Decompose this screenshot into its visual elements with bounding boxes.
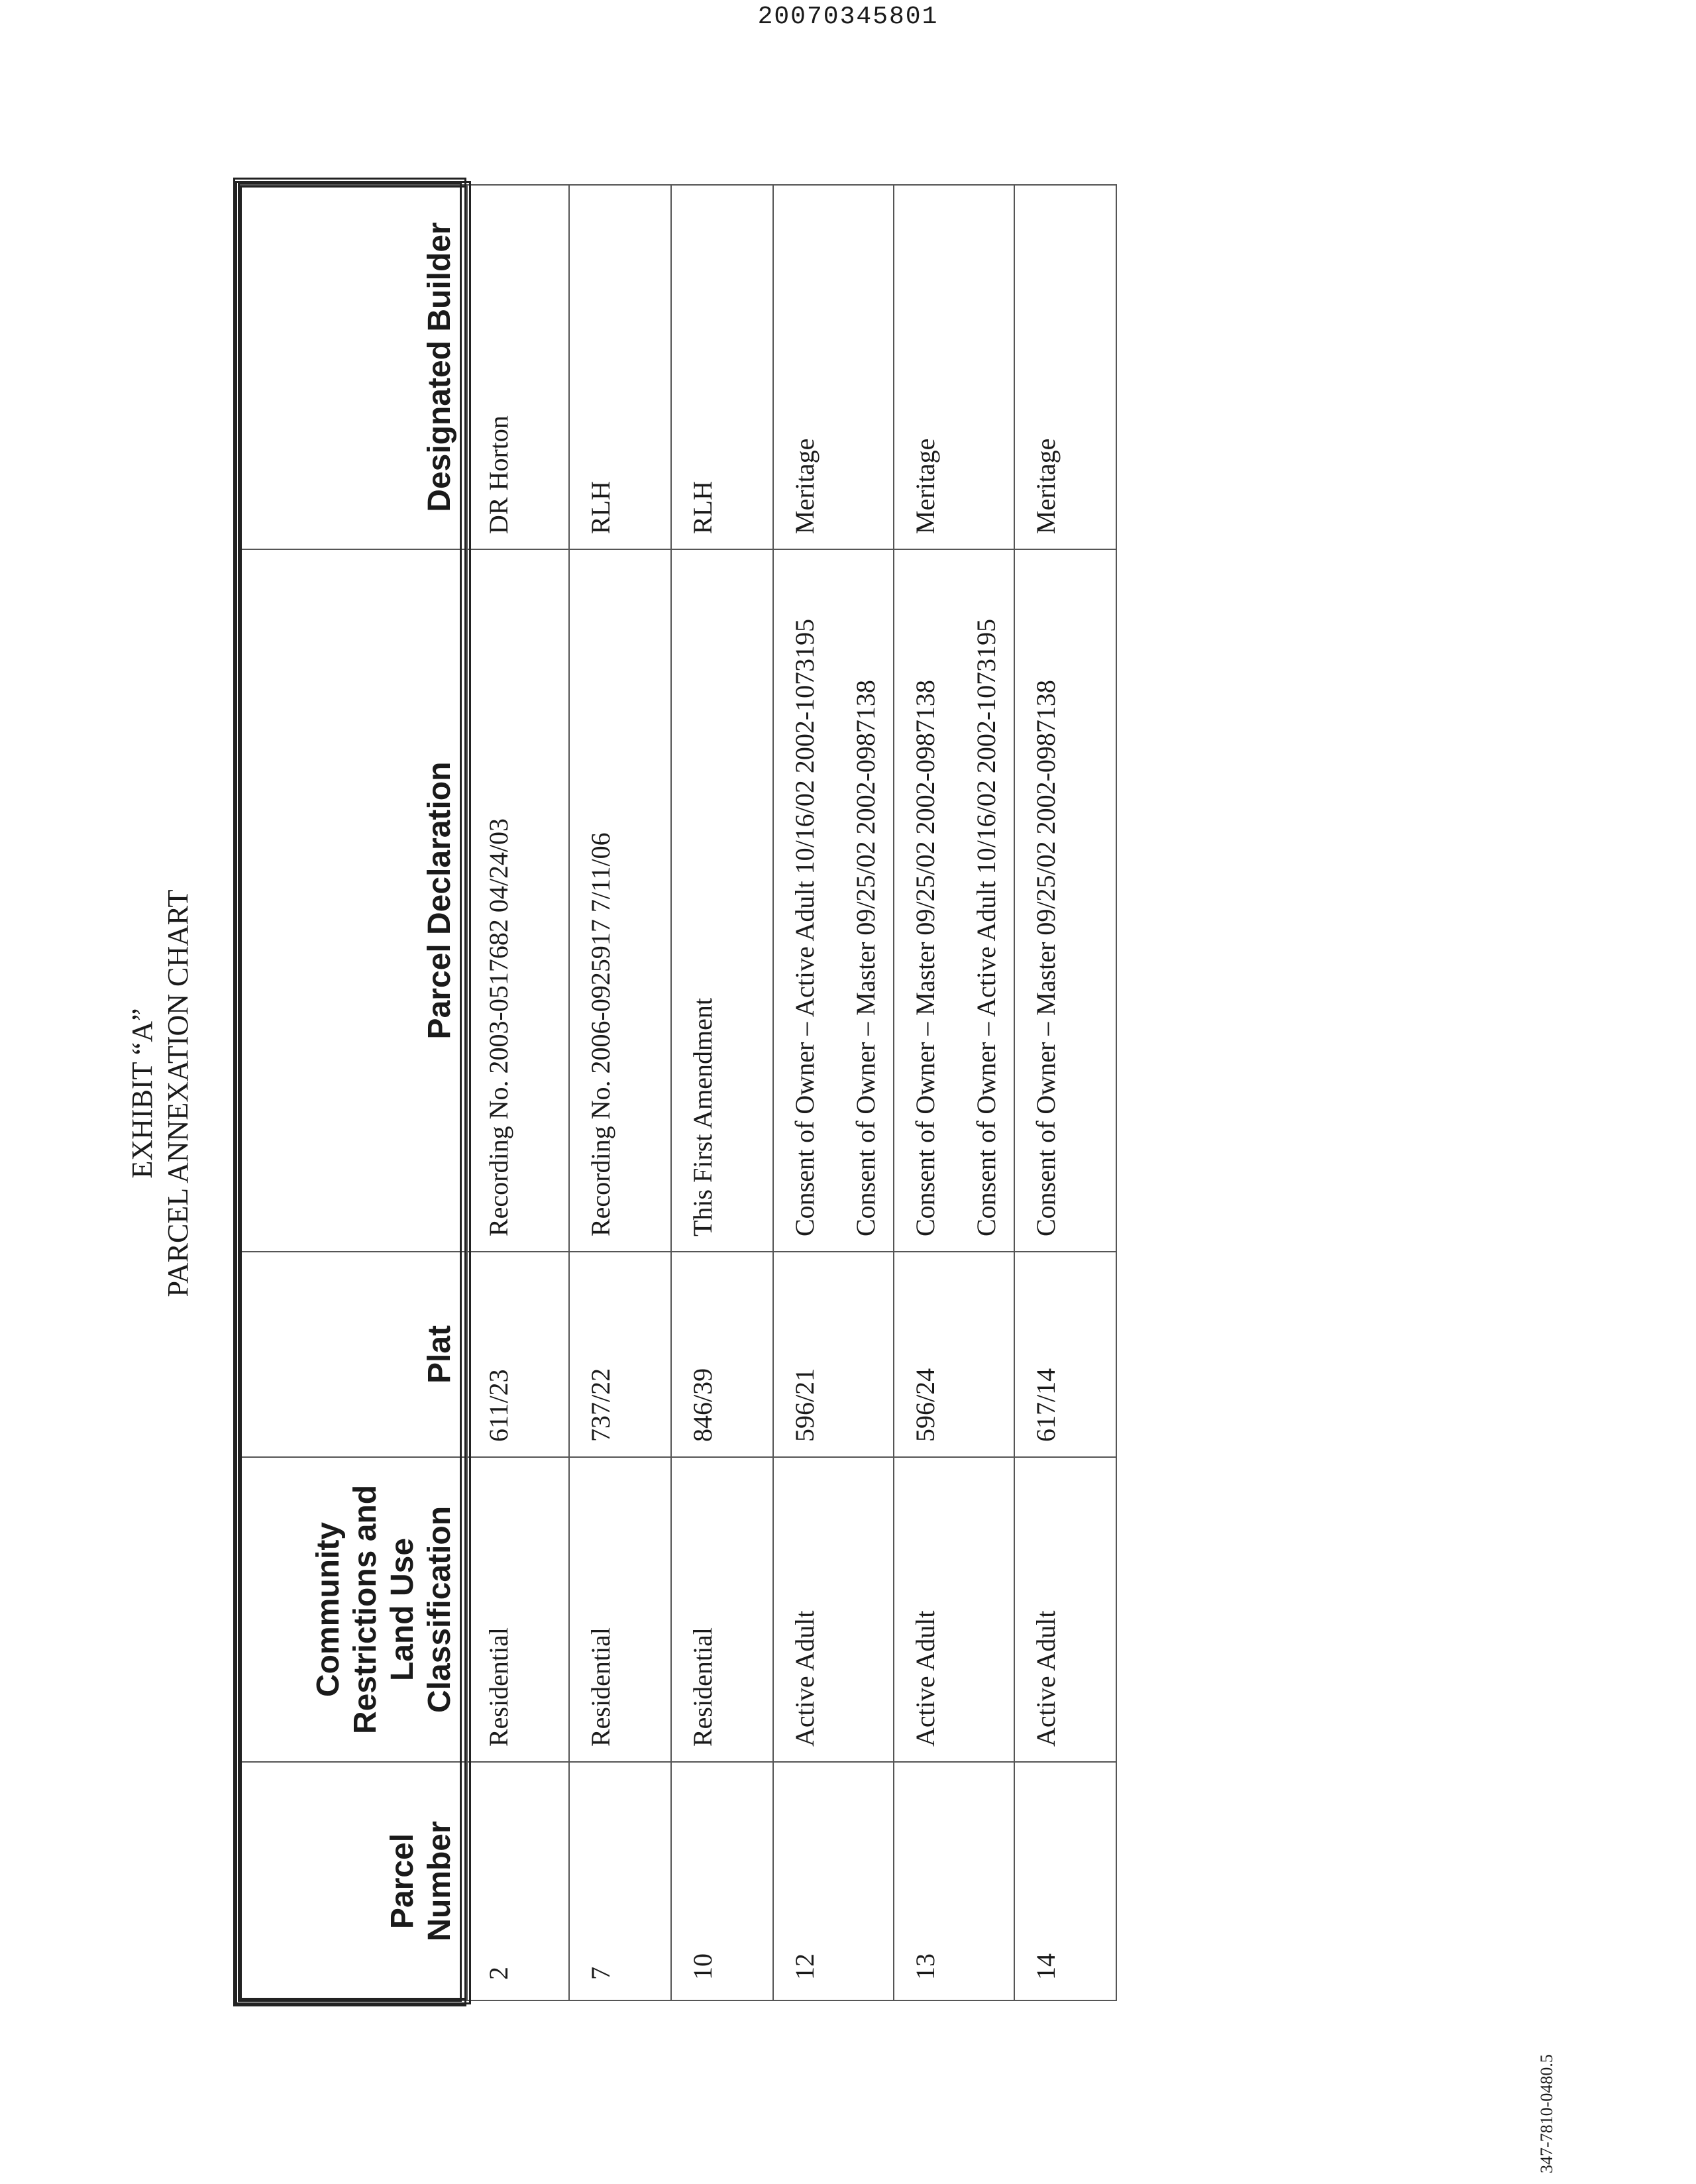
plat-cell: 846/39 (671, 1252, 773, 1457)
declaration-entry: Consent of Owner – Active Adult 10/16/02 2002-1073195 (971, 618, 1001, 1236)
table-row (671, 185, 773, 2000)
header-parcel-declaration: Parcel Declaration (239, 549, 467, 1252)
declaration-cell (773, 549, 894, 1252)
parcel-number-cell: 14 (1014, 1762, 1116, 2000)
table-row (773, 185, 894, 2000)
builder-cell: Meritage (1014, 185, 1116, 549)
plat-cell: 611/23 (467, 1252, 569, 1457)
plat-cell: 596/24 (894, 1252, 1014, 1457)
builder-cell: DR Horton (467, 185, 569, 549)
declaration-entry: Consent of Owner – Active Adult 10/16/02 2002-1073195 (790, 618, 820, 1236)
table-row (467, 185, 569, 2000)
table-row (894, 185, 1014, 2000)
builder-cell: Meritage (773, 185, 894, 549)
exhibit-label: EXHIBIT “A” (126, 1008, 158, 1179)
declaration-entry: Consent of Owner – Master 09/25/02 2002-0987138 (1031, 680, 1061, 1236)
classification-cell: Active Adult (773, 1457, 894, 1762)
parcel-number-cell: 10 (671, 1762, 773, 2000)
rotated-page (106, 146, 1537, 2041)
side-reference: 347-7810-0480.5 (1537, 2054, 1556, 2173)
parcel-number-cell: 12 (773, 1762, 894, 2000)
plat-cell: 737/22 (569, 1252, 671, 1457)
plat-cell: 596/21 (773, 1252, 894, 1457)
declaration-cell (894, 549, 1014, 1252)
declaration-cell (569, 549, 671, 1252)
parcel-number-cell: 13 (894, 1762, 1014, 2000)
header-plat: Plat (239, 1252, 467, 1457)
header-parcel-number: Parcel Number (239, 1762, 467, 2000)
declaration-cell (1014, 549, 1116, 1252)
declaration-cell (467, 549, 569, 1252)
builder-cell: Meritage (894, 185, 1014, 549)
declaration-entry: Consent of Owner – Master 09/25/02 2002-0987138 (910, 680, 940, 1236)
builder-cell: RLH (569, 185, 671, 549)
table-row (569, 185, 671, 2000)
table-row (1014, 185, 1116, 2000)
document-number: 20070345801 (757, 3, 939, 31)
parcel-number-cell: 7 (569, 1762, 671, 2000)
declaration-cell (671, 549, 773, 1252)
header-designated-builder: Designated Builder (239, 185, 467, 549)
header-community-restrictions: Community Restrictions and Land Use Classification (239, 1457, 467, 1762)
parcel-number-cell: 2 (467, 1762, 569, 2000)
declaration-entry: Consent of Owner – Master 09/25/02 2002-0987138 (851, 680, 880, 1236)
classification-cell: Residential (671, 1457, 773, 1762)
declaration-entry: Recording No. 2003-0517682 04/24/03 (484, 818, 513, 1236)
classification-cell: Residential (467, 1457, 569, 1762)
declaration-entry: This First Amendment (688, 998, 717, 1236)
classification-cell: Active Adult (894, 1457, 1014, 1762)
exhibit-title (125, 146, 196, 2041)
classification-cell: Residential (569, 1457, 671, 1762)
builder-cell: RLH (671, 185, 773, 549)
classification-cell: Active Adult (1014, 1457, 1116, 1762)
table-body (467, 185, 1116, 2000)
declaration-entry: Recording No. 2006-0925917 7/11/06 (586, 832, 615, 1236)
header-row (239, 185, 467, 2000)
parcel-annexation-table (238, 184, 1117, 2001)
chart-title: PARCEL ANNEXATION CHART (162, 889, 194, 1297)
plat-cell: 617/14 (1014, 1252, 1116, 1457)
